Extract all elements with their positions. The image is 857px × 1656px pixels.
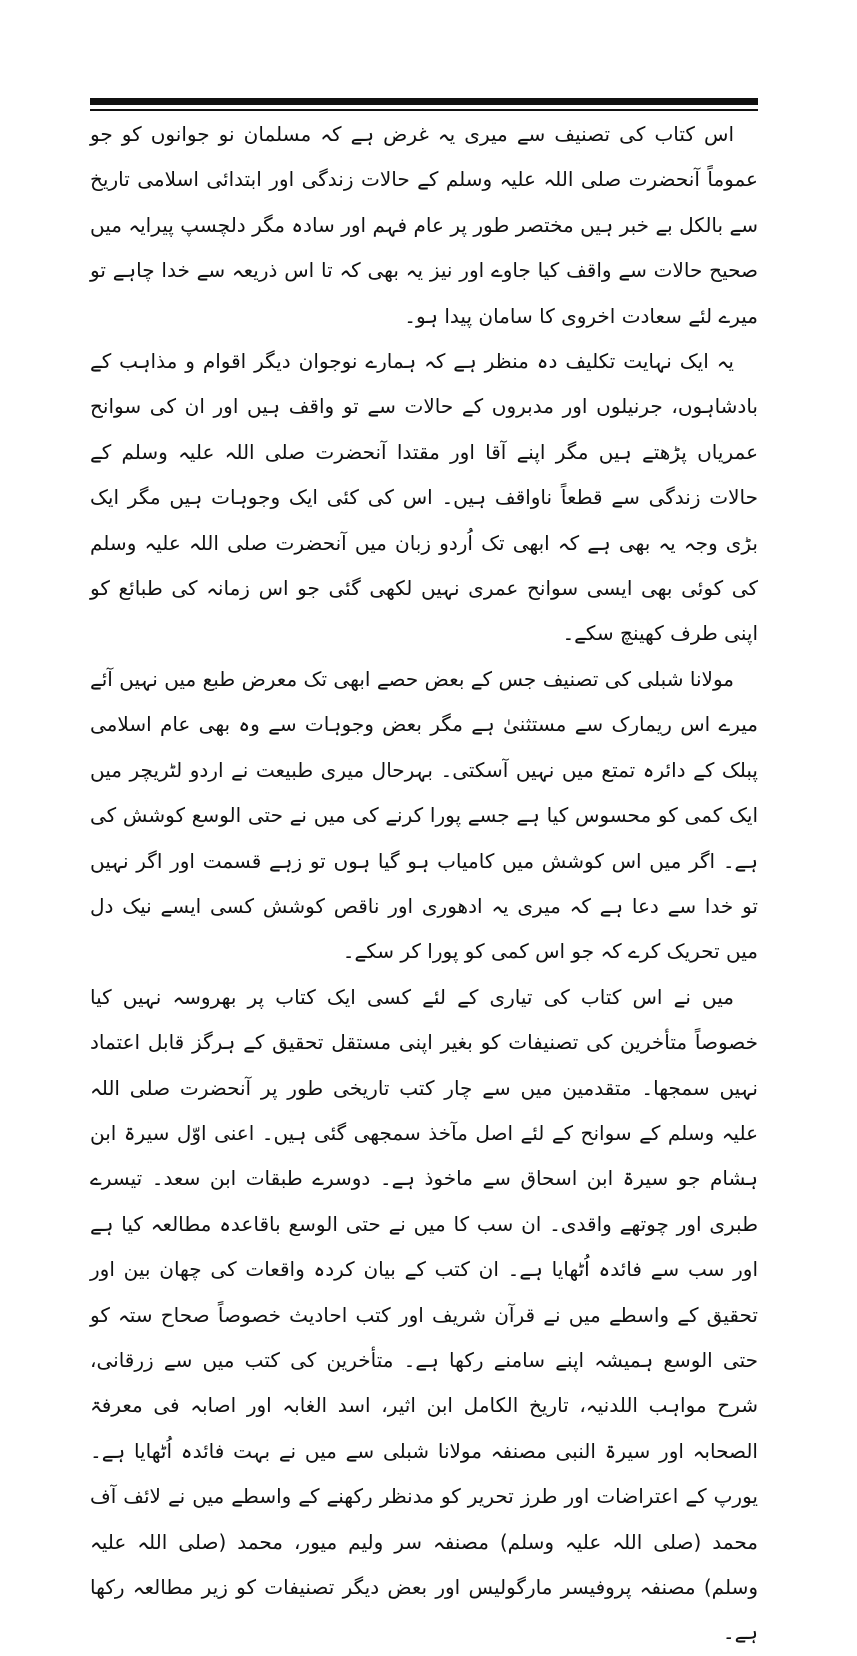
paragraph-shibli: مولانا شبلی کی تصنیف جس کے بعض حصے ابھی تک معرض طبع میں نہیں آئے میرے اس ریمارک سے مستثنیٰ ہے مگر بعض وجوہات سے وہ بھی عام اسلامی پبلک کے دائرہ تمتع میں نہیں آسکتی۔ بہرحال میری طبیعت نے اردو لٹریچر میں ایک کمی کو محسوس کیا ہے جسے پورا کرنے کی میں نے حتی الوسع کوشش کی ہے۔ اگر میں اس کوشش میں کامیاب ہو گیا ہوں تو زہے قسمت اور اگر نہیں تو خدا سے دعا ہے کہ میری یہ ادھوری اور ناقص کوشش کسی ایسے نیک دل میں تحریک کرے کہ جو اس کمی کو پورا کر سکے۔ bbox=[90, 666, 758, 964]
body-text bbox=[90, 112, 758, 1656]
paragraph-problem: یہ ایک نہایت تکلیف دہ منظر ہے کہ ہمارے نوجوان دیگر اقوام و مذاہب کے بادشاہوں، جرنیلوں اور مدبروں کے حالات سے تو واقف ہیں اور ان کی سوانح عمریاں پڑھتے ہیں مگر اپنے آقا اور مقتدا آنحضرت صلی اللہ علیہ وسلم کے حالات زندگی سے قطعاً ناواقف ہیں۔ اس کی کئی ایک وجوہات ہیں مگر ایک بڑی وجہ یہ بھی ہے کہ ابھی تک اُردو زبان میں آنحضرت صلی اللہ علیہ وسلم کی کوئی بھی ایسی سوانح عمری نہیں لکھی گئی جو اس زمانہ کی طبائع کو اپنی طرف کھینچ سکے۔ bbox=[90, 349, 758, 646]
paragraph-sources: میں نے اس کتاب کی تیاری کے لئے کسی ایک کتاب پر بھروسہ نہیں کیا خصوصاً متأخرین کی تصنیفات کو بغیر اپنی مستقل تحقیق کے ہرگز قابل اعتماد نہیں سمجھا۔ متقدمین میں سے چار کتب تاریخی طور پر آنحضرت صلی اللہ علیہ وسلم کے سوانح کے لئے اصل مآخذ سمجھی گئی ہیں۔ اعنی اوّل سیرۃ ابن ہشام جو سیرۃ ابن اسحاق سے ماخوذ ہے۔ دوسرے طبقات ابن سعد۔ تیسرے طبری اور چوتھے واقدی۔ ان سب کا میں نے حتی الوسع باقاعدہ مطالعہ کیا ہے اور سب سے فائدہ اُٹھایا ہے۔ ان کتب کے بیان کردہ واقعات کی چھان بین اور تحقیق کے واسطے میں نے قرآن شریف اور کتب احادیث خصوصاً صحاح ستہ کو حتی الوسع ہمیشہ اپنے سامنے رکھا ہے۔ متأخرین کی کتب میں سے زرقانی، شرح مواہب اللدنیہ، تاریخ الکامل ابن اثیر، اسد الغابہ اور اصابہ فی معرفۃ الصحابہ اور سیرۃ النبی مصنفہ مولانا شبلی سے میں نے بہت فائدہ اُٹھایا ہے۔ یورپ کے اعتراضات اور طرز تحریر کو مدنظر رکھنے کے واسطے میں نے لائف آف محمد (صلی اللہ علیہ وسلم) مصنفہ سر ولیم میور، محمد (صلی اللہ علیہ وسلم) مصنفہ پروفیسر مارگولیس اور بعض دیگر تصنیفات کو زیر مطالعہ رکھا ہے۔ bbox=[90, 984, 758, 1645]
header-rule-thin bbox=[90, 109, 758, 111]
paragraph-purpose: اس کتاب کی تصنیف سے میری یہ غرض ہے کہ مسلمان نو جوانوں کو جو عموماً آنحضرت صلی اللہ علیہ وسلم کے حالات زندگی اور ابتدائی اسلامی تاریخ سے بالکل بے خبر ہیں مختصر طور پر عام فہم اور سادہ مگر دلچسپ پیرایہ میں صحیح حالات سے واقف کیا جاوے اور نیز یہ بھی کہ تا اس ذریعہ سے خدا چاہے تو میرے لئے سعادت اخروی کا سامان پیدا ہو۔ bbox=[90, 122, 758, 328]
header-rule-thick bbox=[90, 98, 758, 105]
